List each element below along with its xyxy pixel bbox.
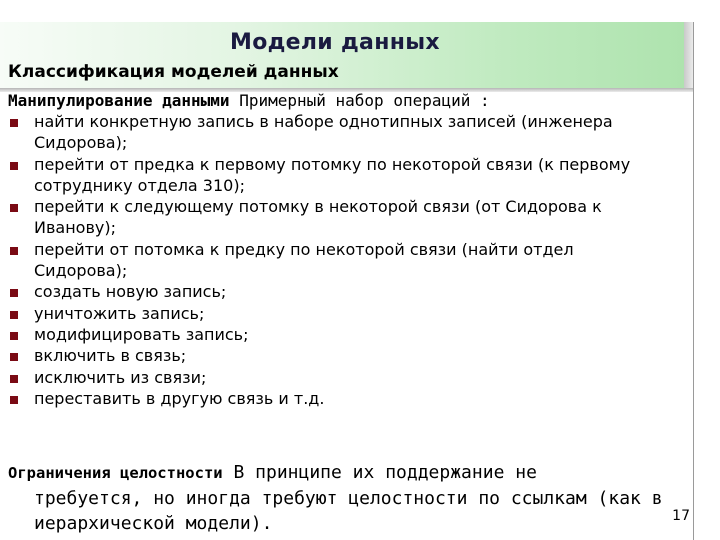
page-number: 17: [672, 508, 690, 524]
closing-text: В принципе их поддержание не: [222, 462, 537, 483]
list-item: [8, 388, 692, 409]
closing-line-3: иерархической модели).: [34, 513, 273, 534]
bullet-square-icon: [10, 375, 18, 383]
list-item: [8, 345, 692, 366]
list-item: [8, 239, 692, 282]
list-item: [8, 281, 692, 302]
list-item-text: сотруднику отдела 310);: [34, 175, 245, 195]
list-item-text: переставить в другую связь и т.д.: [34, 388, 325, 408]
slide-border: [693, 22, 694, 540]
slide-subtitle: Классификация моделей данных: [8, 62, 339, 82]
closing-heading: Ограничения целостности: [8, 464, 223, 482]
slide-title: Модели данных: [230, 30, 440, 55]
list-item-text: Сидорова);: [34, 133, 128, 153]
intro-line: [8, 90, 688, 111]
list-item: [8, 324, 692, 345]
list-item-text: перейти от предка к первому потомку по некоторой связи (к первому: [34, 154, 631, 174]
bullet-square-icon: [10, 204, 18, 212]
list-item: [8, 303, 692, 324]
list-item-text: модифицировать запись;: [34, 324, 249, 344]
closing-paragraph: [8, 460, 692, 536]
list-item-text: исключить из связи;: [34, 367, 207, 387]
bullet-square-icon: [10, 162, 18, 170]
list-item-text: найти конкретную запись в наборе однотипных записей (инженера: [34, 112, 613, 131]
closing-line-1: [8, 460, 692, 486]
list-item-text: перейти к следующему потомку в некоторой связи (от Сидорова к: [34, 197, 602, 217]
bullet-square-icon: [10, 311, 18, 319]
bullet-square-icon: [10, 332, 18, 340]
list-item-text: Сидорова);: [34, 261, 128, 281]
bullet-square-icon: [10, 289, 18, 297]
list-item: [8, 196, 692, 239]
list-item: [8, 154, 692, 197]
list-item-text: Иванову);: [34, 218, 116, 238]
operations-list: [8, 111, 692, 409]
closing-line-2: требуется, но иногда требуют целостности по ссылкам (как в: [34, 488, 663, 509]
list-item: [8, 367, 692, 388]
list-item-text: включить в связь;: [34, 346, 187, 366]
bullet-square-icon: [10, 353, 18, 361]
list-item-text: уничтожить запись;: [34, 303, 205, 323]
bullet-square-icon: [10, 119, 18, 127]
intro-text: Примерный набор операций :: [229, 91, 490, 110]
intro-heading: Манипулирование данными: [8, 91, 230, 110]
list-item-text: создать новую запись;: [34, 282, 227, 302]
list-item-text: перейти от потомка к предку по некоторой связи (найти отдел: [34, 239, 574, 259]
bullet-square-icon: [10, 247, 18, 255]
bullet-square-icon: [10, 396, 18, 404]
list-item: [8, 111, 692, 154]
